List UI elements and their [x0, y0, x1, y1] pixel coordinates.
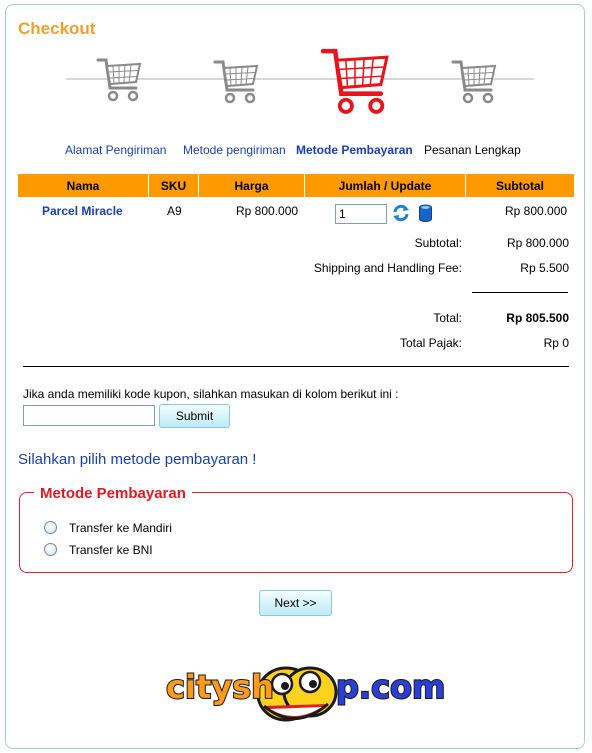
payment-prompt: Silahkan pilih metode pembayaran !: [18, 451, 257, 468]
radio-label-transfer-bni[interactable]: Transfer ke BNI: [69, 543, 153, 557]
cart-table-header: [18, 174, 574, 197]
coupon-submit-button[interactable]: Submit: [159, 404, 230, 428]
coupon-prompt: Jika anda memiliki kode kupon, silahkan masukan di kolom berikut ini :: [23, 387, 399, 401]
svg-text:citysh: citysh: [166, 668, 274, 706]
page-title: Checkout: [18, 19, 96, 38]
checkout-steps: [0, 143, 592, 159]
next-button[interactable]: Next >>: [259, 590, 332, 616]
summary-subtotal-value: Rp 800.000: [506, 236, 569, 250]
step-1-cart-icon: [96, 54, 142, 104]
summary-total-label: Total:: [433, 311, 462, 325]
column-header-name: Nama: [18, 174, 149, 197]
product-subtotal: Rp 800.000: [505, 204, 568, 218]
quantity-input[interactable]: [335, 204, 387, 224]
coupon-code-input[interactable]: [23, 405, 155, 426]
summary-shipping-label: Shipping and Handling Fee:: [313, 261, 462, 275]
step-3-cart-icon-active: [318, 42, 392, 118]
column-header-sku: SKU: [149, 174, 199, 197]
summary-tax-value: Rp 0: [543, 336, 569, 350]
summary-shipping-value: Rp 5.500: [520, 261, 569, 275]
radio-transfer-bni[interactable]: [44, 543, 57, 556]
radio-label-transfer-mandiri[interactable]: Transfer ke Mandiri: [69, 521, 172, 535]
section-divider: [23, 366, 569, 367]
step-4-cart-icon: [451, 56, 497, 106]
summary-total-value: Rp 805.500: [506, 311, 569, 325]
summary-divider: [472, 292, 568, 293]
product-price: Rp 800.000: [236, 204, 299, 218]
step-2-cart-icon: [213, 56, 259, 106]
cityshoop-logo: [160, 648, 446, 738]
step-current-payment-method: Metode Pembayaran: [296, 143, 413, 157]
summary-subtotal-label: Subtotal:: [414, 236, 462, 250]
column-header-qty-update: Jumlah / Update: [305, 174, 466, 197]
delete-bin-icon[interactable]: [418, 204, 433, 223]
cart-table: [18, 174, 574, 197]
summary-tax-label: Total Pajak:: [399, 336, 462, 350]
radio-transfer-mandiri[interactable]: [44, 521, 57, 534]
payment-method-legend: Metode Pembayaran: [34, 485, 192, 502]
refresh-icon[interactable]: [391, 203, 411, 223]
checkout-panel: [5, 4, 585, 749]
step-link-shipping-address[interactable]: Alamat Pengiriman: [65, 143, 167, 157]
product-sku: A9: [167, 204, 182, 218]
step-order-complete: Pesanan Lengkap: [424, 143, 521, 157]
column-header-price: Harga: [199, 174, 305, 197]
svg-text:p.com: p.com: [336, 668, 446, 706]
product-name-link[interactable]: Parcel Miracle: [42, 204, 123, 218]
step-link-shipping-method[interactable]: Metode pengiriman: [183, 143, 286, 157]
column-header-subtotal: Subtotal: [466, 174, 574, 197]
